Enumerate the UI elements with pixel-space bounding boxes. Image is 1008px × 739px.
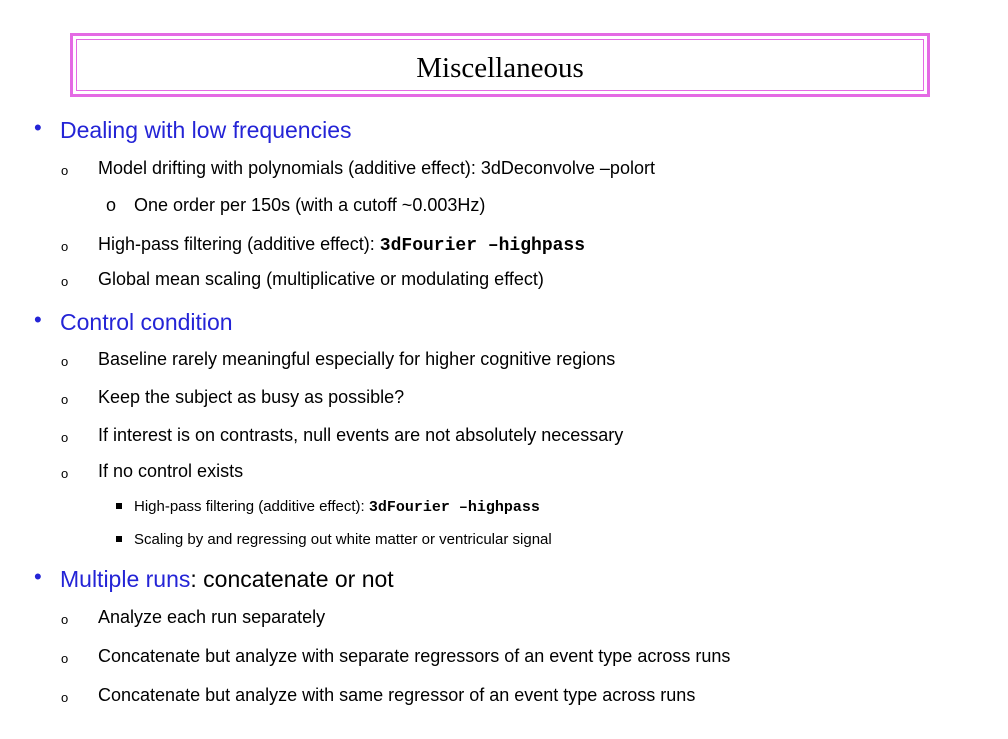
list-item: [61, 460, 244, 482]
sub-bullet-marker: o: [61, 239, 69, 254]
bullet-label: Multiple runs: [60, 566, 191, 592]
list-item: [61, 233, 586, 257]
slide-title: Miscellaneous: [416, 52, 584, 84]
list-item-text: One order per 150s (with a cutoff ~0.003Hz): [134, 195, 486, 215]
list-item: [61, 424, 624, 446]
bullet-low-frequencies: [34, 115, 352, 144]
list-item-text: If no control exists: [98, 461, 244, 481]
sub-bullet-marker: o: [61, 274, 69, 289]
bullet-label: Dealing with low frequencies: [60, 117, 352, 143]
bullet-marker: •: [34, 115, 42, 140]
sub-bullet-marker: o: [106, 195, 117, 215]
bullet-marker: •: [34, 564, 42, 589]
bullet-control-condition: [34, 307, 233, 336]
list-item-text: Keep the subject as busy as possible?: [98, 387, 405, 407]
sub-bullet-marker: o: [61, 430, 69, 445]
command-code: 3dFourier –highpass: [379, 236, 586, 256]
list-item: [134, 497, 540, 518]
square-bullet-icon: [116, 503, 122, 509]
list-item-text: If interest is on contrasts, null events are not absolutely necessary: [98, 425, 624, 445]
list-item-text: Analyze each run separately: [98, 607, 326, 627]
list-item-text: Concatenate but analyze with separate regressors of an event type across runs: [98, 646, 731, 666]
sub-bullet-marker: o: [61, 354, 69, 369]
list-item: [106, 194, 486, 216]
list-item-text: Scaling by and regressing out white matter or ventricular signal: [134, 531, 552, 548]
sub-bullet-marker: o: [61, 651, 69, 666]
list-item: [61, 348, 616, 370]
list-item-text: Model drifting with polynomials (additive effect): 3dDeconvolve –polort: [98, 158, 655, 178]
square-bullet-icon: [116, 536, 122, 542]
sub-bullet-marker: o: [61, 466, 69, 481]
list-item: [61, 606, 326, 628]
bullet-multiple-runs: [34, 564, 394, 593]
bullet-marker: •: [34, 307, 42, 332]
list-item: [61, 386, 405, 408]
list-item-text: Concatenate but analyze with same regressor of an event type across runs: [98, 685, 696, 705]
list-item: [61, 268, 544, 290]
title-box: [70, 33, 930, 97]
list-item: [61, 684, 696, 706]
list-item: [134, 530, 552, 550]
command-code: 3dFourier –highpass: [368, 499, 540, 516]
sub-bullet-marker: o: [61, 392, 69, 407]
bullet-label: Control condition: [60, 309, 233, 335]
list-item-text: Global mean scaling (multiplicative or modulating effect): [98, 269, 544, 289]
list-item: [61, 157, 655, 179]
list-item-text: High-pass filtering (additive effect):: [98, 234, 380, 254]
sub-bullet-marker: o: [61, 163, 69, 178]
list-item: [61, 645, 731, 667]
list-item-text: High-pass filtering (additive effect):: [134, 498, 369, 515]
sub-bullet-marker: o: [61, 612, 69, 627]
list-item-text: Baseline rarely meaningful especially for higher cognitive regions: [98, 349, 616, 369]
sub-bullet-marker: o: [61, 690, 69, 705]
bullet-label-rest: : concatenate or not: [190, 566, 394, 592]
